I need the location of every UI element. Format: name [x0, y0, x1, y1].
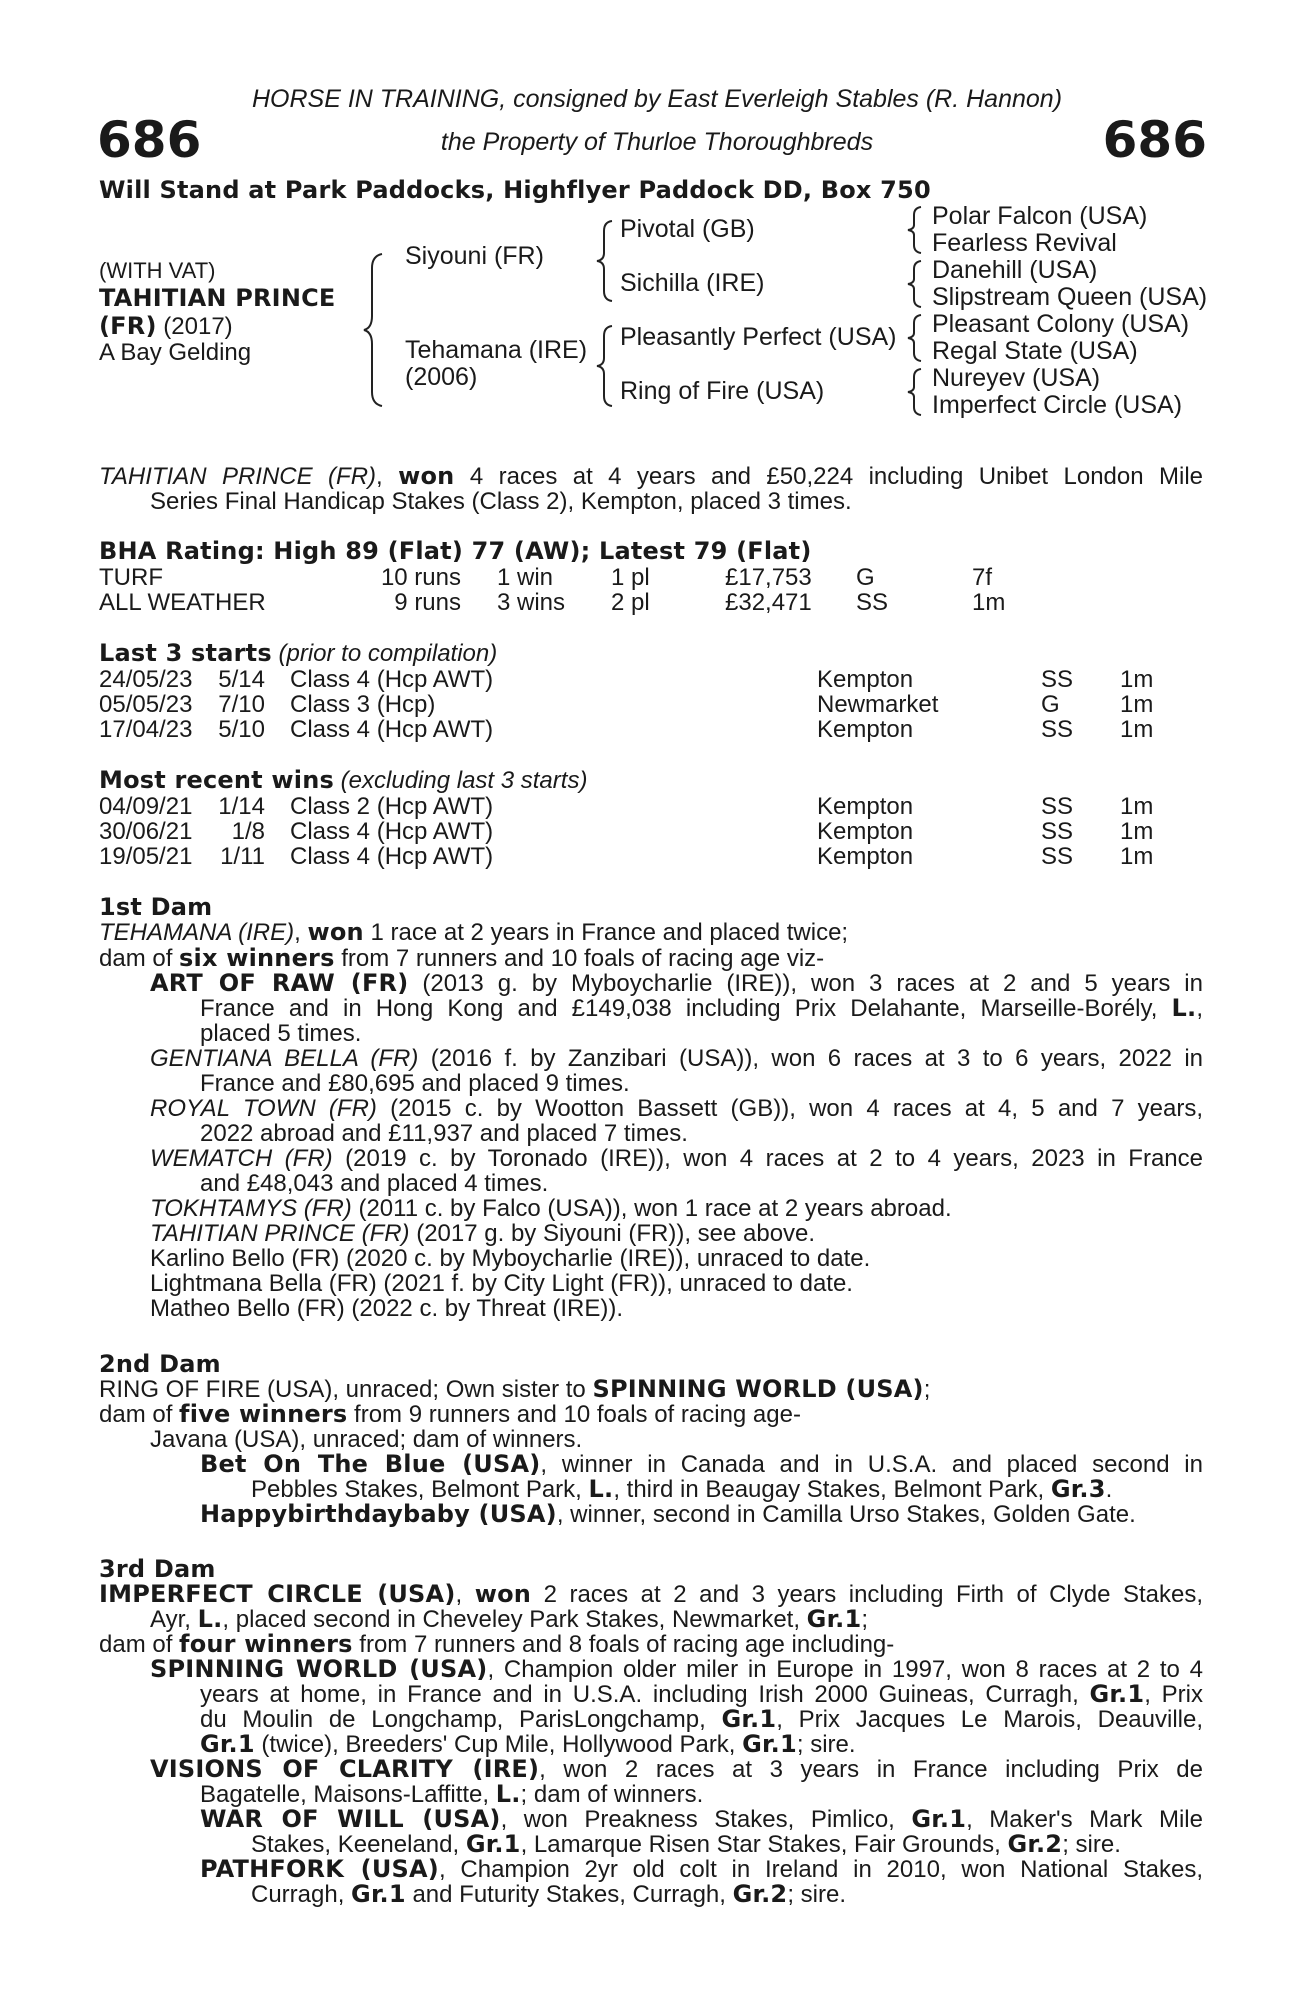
- progeny-name: VISIONS OF CLARITY (IRE): [150, 1755, 540, 1783]
- pedigree-sire: Siyouni (FR): [405, 242, 544, 270]
- dam1-name: TEHAMANA (IRE): [99, 919, 295, 946]
- dam2-text: RING OF FIRE (USA), unraced; Own sister to: [99, 1376, 593, 1403]
- progeny-text: , Maker's Mark Mile: [966, 1806, 1203, 1833]
- dam2-happybirthdaybaby: [200, 1502, 1136, 1527]
- start-date: 24/05/23: [99, 666, 193, 693]
- pathfork-l2: [251, 1882, 846, 1907]
- win-going: SS: [1041, 818, 1074, 845]
- foal-name: TOKHTAMYS (FR): [150, 1195, 352, 1222]
- foal-name: TAHITIAN PRINCE (FR): [150, 1220, 410, 1247]
- dam1-heading: 1st Dam: [99, 893, 213, 921]
- start-position: 7/10: [218, 691, 265, 718]
- horse-year: (2017): [156, 313, 233, 340]
- summary-text-1: 4 races at 4 years and £50,224 including Unibet London Mile: [454, 463, 1204, 490]
- dam2-heading: 2nd Dam: [99, 1350, 221, 1378]
- rating-runs: 9 runs: [394, 589, 461, 616]
- pedigree-dds: Nureyev (USA): [932, 364, 1101, 392]
- recent-wins-note: (excluding last 3 starts): [334, 767, 588, 794]
- progeny-text: , won Preakness Stakes, Pimlico,: [500, 1806, 912, 1833]
- start-distance: 1m: [1120, 691, 1154, 718]
- rating-wins: 1 win: [497, 564, 554, 591]
- dam3-text: Ayr,: [150, 1606, 198, 1633]
- foal-matheo-bello: Matheo Bello (FR) (2022 c. by Threat (IRE)).: [150, 1295, 624, 1322]
- pedigree-dam-dam: Ring of Fire (USA): [620, 377, 825, 405]
- foal-text: ,: [1196, 995, 1203, 1022]
- foal-text: (2017 g. by Siyouni (FR)), see above.: [409, 1220, 816, 1247]
- start-course: Kempton: [817, 666, 914, 693]
- start-race: Class 3 (Hcp): [290, 691, 436, 718]
- pedigree-dam-year: (2006): [405, 363, 478, 391]
- foal-text: (2019 c. by Toronado (IRE)), won 4 races at 2 to 4 years, 2023 in France: [332, 1145, 1203, 1172]
- summary-won: won: [398, 462, 455, 490]
- pedigree-brace-dam: [594, 323, 618, 409]
- win-race: Class 4 (Hcp AWT): [290, 818, 494, 845]
- horse-country: (FR): [99, 312, 157, 340]
- last-starts-title: Last 3 starts: [99, 639, 272, 667]
- consignment-line: HORSE IN TRAINING, consigned by East Everleigh Stables (R. Hannon): [251, 85, 1063, 113]
- rating-wins: 3 wins: [497, 589, 566, 616]
- pedigree-ddd: Imperfect Circle (USA): [932, 391, 1183, 419]
- visions-of-clarity-l2: [200, 1782, 703, 1807]
- rating-prize: £32,471: [725, 589, 812, 616]
- property-line: the Property of Thurloe Thoroughbreds: [440, 128, 874, 156]
- dam2-line-1: [99, 1377, 930, 1402]
- pedigree-dam: Tehamana (IRE): [405, 336, 588, 364]
- dam3-line-1: [99, 1582, 1203, 1607]
- pedigree-sdd: Slipstream Queen (USA): [932, 283, 1208, 311]
- dam1-produce-summary: [99, 946, 824, 971]
- foal-name: GENTIANA BELLA (FR): [150, 1045, 419, 1072]
- rating-distance: 1m: [972, 589, 1006, 616]
- start-date: 05/05/23: [99, 691, 193, 718]
- spinning-world-l4: [200, 1732, 856, 1757]
- dam1-foals-text: from 7 runners and 10 foals of racing age viz-: [334, 945, 825, 972]
- dam2-javana: Javana (USA), unraced; dam of winners.: [150, 1426, 583, 1453]
- dam1-won: won: [307, 918, 364, 946]
- summary-horse-name: TAHITIAN PRINCE (FR): [99, 463, 377, 490]
- progeny-name: Bet On The Blue (USA): [200, 1450, 541, 1478]
- win-course: Kempton: [817, 818, 914, 845]
- start-course: Newmarket: [817, 691, 939, 718]
- stand-location: Will Stand at Park Paddocks, Highflyer Paddock DD, Box 750: [99, 176, 931, 204]
- progeny-name: Happybirthdaybaby (USA): [200, 1500, 557, 1528]
- win-going: SS: [1041, 793, 1074, 820]
- dam3-line-2: [150, 1607, 868, 1632]
- vat-note: (WITH VAT): [99, 258, 216, 283]
- progeny-text: , winner, second in Camilla Urso Stakes, Golden Gate.: [556, 1501, 1136, 1528]
- progeny-text: Pebbles Stakes, Belmont Park,: [251, 1476, 589, 1503]
- rating-prize: £17,753: [725, 564, 812, 591]
- dam3-text: dam of: [99, 1631, 180, 1658]
- start-race: Class 4 (Hcp AWT): [290, 716, 494, 743]
- dam1-dam-of: dam of: [99, 945, 180, 972]
- dam2-bet-on-the-blue-l1: [200, 1452, 1203, 1477]
- war-of-will-l2: [251, 1832, 1121, 1857]
- summary-line-1: TAHITIAN PRINCE (FR), won 4 races at 4 years and £50,224 including Unibet London Mile: [99, 462, 1204, 490]
- start-position: 5/14: [218, 666, 265, 693]
- recent-wins-title: Most recent wins: [99, 766, 334, 794]
- start-going: SS: [1041, 666, 1074, 693]
- group-grade: Gr.1: [200, 1730, 255, 1758]
- horse-origin-year: [99, 312, 233, 341]
- listed-grade: L.: [197, 1605, 223, 1633]
- start-going: SS: [1041, 716, 1074, 743]
- listed-grade: L.: [495, 1780, 521, 1808]
- progeny-text: Bagatelle, Maisons-Laffitte,: [200, 1781, 496, 1808]
- rating-surface: ALL WEATHER: [99, 589, 266, 616]
- progeny-text: , Prix Jacques Le Marois, Deauville,: [776, 1706, 1203, 1733]
- progeny-text: .: [1105, 1476, 1113, 1503]
- pedigree-dss: Pleasant Colony (USA): [932, 310, 1190, 338]
- start-going: G: [1041, 691, 1060, 718]
- pedigree-brace-sd: [904, 258, 926, 310]
- foal-text: (2015 c. by Wootton Bassett (GB)), won 4 races at 4, 5 and 7 years,: [376, 1095, 1203, 1122]
- foal-art-of-raw-l1: [150, 971, 1203, 996]
- pedigree-sss: Polar Falcon (USA): [932, 202, 1148, 230]
- rating-surface: TURF: [99, 564, 163, 591]
- foal-name: ROYAL TOWN (FR): [150, 1095, 377, 1122]
- spinning-world-l1: [150, 1657, 1203, 1682]
- listed-grade: L.: [1171, 994, 1197, 1022]
- progeny-text: , won 2 races at 3 years in France including Prix de: [539, 1756, 1203, 1783]
- foal-text: (2016 f. by Zanzibari (USA)), won 6 races at 3 to 6 years, 2022 in: [418, 1045, 1204, 1072]
- dam2-bet-on-the-blue-l2: [251, 1477, 1112, 1502]
- foal-art-of-raw-l2: [200, 996, 1203, 1021]
- horse-name: TAHITIAN PRINCE: [99, 284, 336, 312]
- win-race: Class 4 (Hcp AWT): [290, 843, 494, 870]
- progeny-text: , Champion 2yr old colt in Ireland in 2010, won National Stakes,: [438, 1856, 1204, 1883]
- win-position: 1/11: [220, 843, 265, 870]
- foal-wematch-l1: [150, 1146, 1203, 1171]
- group-grade: Gr.1: [351, 1880, 406, 1908]
- group-grade: Gr.2: [732, 1880, 788, 1908]
- win-date: 04/09/21: [99, 793, 193, 820]
- war-of-will-l1: [200, 1807, 1203, 1832]
- group-grade: Gr.1: [465, 1830, 521, 1858]
- lot-number-left: 686: [97, 111, 202, 169]
- foal-royal-town-l2: 2022 abroad and £11,937 and placed 7 times.: [200, 1120, 688, 1147]
- win-position: 1/8: [231, 818, 265, 845]
- foal-name: WEMATCH (FR): [150, 1145, 333, 1172]
- pedigree-sds: Danehill (USA): [932, 256, 1098, 284]
- rating-placed: 2 pl: [611, 589, 650, 616]
- dam2-own-sister: SPINNING WORLD (USA): [592, 1375, 924, 1403]
- foal-text: (2011 c. by Falco (USA)), won 1 race at 2 years abroad.: [351, 1195, 952, 1222]
- progeny-text: ; dam of winners.: [520, 1781, 704, 1808]
- progeny-text: years at home, in France and in U.S.A. including Irish 2000 Guineas, Curragh,: [200, 1681, 1090, 1708]
- lot-number-right: 686: [1102, 111, 1207, 169]
- dam3-heading: 3rd Dam: [99, 1555, 216, 1583]
- dam3-text: ,: [455, 1581, 475, 1608]
- win-distance: 1m: [1120, 843, 1154, 870]
- spinning-world-l2: [200, 1682, 1203, 1707]
- dam2-winners: five winners: [179, 1400, 348, 1428]
- start-date: 17/04/23: [99, 716, 193, 743]
- foal-name: ART OF RAW (FR): [150, 969, 409, 997]
- dam1-record-text: 1 race at 2 years in France and placed twice;: [363, 919, 849, 946]
- progeny-text: , third in Beaugay Stakes, Belmont Park,: [613, 1476, 1051, 1503]
- foal-karlino-bello: Karlino Bello (FR) (2020 c. by Myboycharlie (IRE)), unraced to date.: [150, 1245, 871, 1272]
- pedigree-sire-sire: Pivotal (GB): [620, 215, 755, 243]
- rating-distance: 7f: [972, 564, 993, 591]
- progeny-text: , Champion older miler in Europe in 1997, won 8 races at 2 to 4: [487, 1656, 1204, 1683]
- rating-going: SS: [856, 589, 889, 616]
- progeny-text: (twice), Breeders' Cup Mile, Hollywood Park,: [254, 1731, 743, 1758]
- summary-line-2: Series Final Handicap Stakes (Class 2), Kempton, placed 3 times.: [150, 488, 852, 515]
- foal-text: France and in Hong Kong and £149,038 including Prix Delahante, Marseille-Borély,: [200, 995, 1172, 1022]
- progeny-name: SPINNING WORLD (USA): [150, 1655, 488, 1683]
- dam2-text: ;: [923, 1376, 931, 1403]
- dam3-text: 2 races at 2 and 3 years including Firth of Clyde Stakes,: [531, 1581, 1204, 1608]
- start-course: Kempton: [817, 716, 914, 743]
- group-grade: Gr.2: [1007, 1830, 1063, 1858]
- foal-royal-town-l1: [150, 1096, 1203, 1121]
- dam3-text: ;: [861, 1606, 869, 1633]
- dam3-winners: four winners: [179, 1630, 353, 1658]
- spinning-world-l3: [200, 1707, 1203, 1732]
- listed-grade: L.: [588, 1475, 614, 1503]
- foal-lightmana-bella: Lightmana Bella (FR) (2021 f. by City Light (FR)), unraced to date.: [150, 1270, 853, 1297]
- progeny-text: and Futurity Stakes, Curragh,: [405, 1881, 733, 1908]
- foal-art-of-raw-l3: placed 5 times.: [200, 1020, 362, 1047]
- start-race: Class 4 (Hcp AWT): [290, 666, 494, 693]
- foal-wematch-l2: and £48,043 and placed 4 times.: [200, 1170, 549, 1197]
- rating-going: G: [856, 564, 875, 591]
- win-going: SS: [1041, 843, 1074, 870]
- dam3-won: won: [474, 1580, 532, 1608]
- group-grade: Gr.3: [1050, 1475, 1106, 1503]
- pedigree-brace-main: [360, 250, 390, 410]
- foal-tahitian-prince: [150, 1221, 815, 1246]
- progeny-text: ; sire.: [1062, 1831, 1121, 1858]
- dam3-line-3: [99, 1632, 894, 1657]
- progeny-text: Curragh,: [251, 1881, 352, 1908]
- win-race: Class 2 (Hcp AWT): [290, 793, 494, 820]
- foal-gentiana-bella-l2: France and £80,695 and placed 9 times.: [200, 1070, 630, 1097]
- pedigree-ssd: Fearless Revival: [932, 229, 1117, 257]
- progeny-text: Stakes, Keeneland,: [251, 1831, 466, 1858]
- rating-placed: 1 pl: [611, 564, 650, 591]
- pedigree-sire-dam: Sichilla (IRE): [620, 269, 765, 297]
- last-starts-note: (prior to compilation): [271, 640, 498, 667]
- win-course: Kempton: [817, 793, 914, 820]
- progeny-text: ; sire.: [787, 1881, 847, 1908]
- group-grade: Gr.1: [721, 1705, 777, 1733]
- dam2-line-2: [99, 1402, 801, 1427]
- start-distance: 1m: [1120, 666, 1154, 693]
- win-distance: 1m: [1120, 818, 1154, 845]
- dam2-text: dam of: [99, 1401, 180, 1428]
- group-grade: Gr.1: [806, 1605, 862, 1633]
- win-course: Kempton: [817, 843, 914, 870]
- pedigree-dsd: Regal State (USA): [932, 337, 1138, 365]
- foal-text: (2013 g. by Myboycharlie (IRE)), won 3 races at 2 and 5 years in: [408, 970, 1203, 997]
- dam3-name: IMPERFECT CIRCLE (USA): [99, 1580, 456, 1608]
- pedigree-brace-ds: [904, 312, 926, 364]
- pedigree-brace-sire: [594, 218, 618, 304]
- rating-runs: 10 runs: [380, 564, 461, 591]
- win-position: 1/14: [218, 793, 265, 820]
- progeny-text: , Prix: [1144, 1681, 1204, 1708]
- progeny-text: , Lamarque Risen Star Stakes, Fair Grounds,: [520, 1831, 1008, 1858]
- pedigree-brace-dd: [904, 366, 926, 418]
- group-grade: Gr.1: [742, 1730, 797, 1758]
- progeny-name: PATHFORK (USA): [200, 1855, 439, 1883]
- visions-of-clarity-l1: [150, 1757, 1203, 1782]
- win-date: 19/05/21: [99, 843, 193, 870]
- win-distance: 1m: [1120, 793, 1154, 820]
- group-grade: Gr.1: [911, 1805, 967, 1833]
- pedigree-brace-ss: [904, 204, 926, 256]
- progeny-text: , winner in Canada and in U.S.A. and placed second in: [540, 1451, 1203, 1478]
- dam3-text: from 7 runners and 8 foals of racing age including-: [352, 1631, 895, 1658]
- horse-description: A Bay Gelding: [99, 339, 252, 366]
- progeny-name: WAR OF WILL (USA): [200, 1805, 501, 1833]
- dam2-text: from 9 runners and 10 foals of racing age-: [347, 1401, 801, 1428]
- pathfork-l1: [200, 1857, 1203, 1882]
- group-grade: Gr.1: [1089, 1680, 1145, 1708]
- win-date: 30/06/21: [99, 818, 193, 845]
- progeny-text: du Moulin de Longchamp, ParisLongchamp,: [200, 1706, 722, 1733]
- dam3-text: , placed second in Cheveley Park Stakes, Newmarket,: [222, 1606, 807, 1633]
- start-position: 5/10: [218, 716, 265, 743]
- progeny-text: ; sire.: [796, 1731, 856, 1758]
- dam1-record: TEHAMANA (IRE), won 1 race at 2 years in France and placed twice;: [99, 918, 849, 946]
- foal-tokhtamys: [150, 1196, 952, 1221]
- pedigree-dam-sire: Pleasantly Perfect (USA): [620, 323, 897, 351]
- dam1-winners: six winners: [179, 944, 335, 972]
- foal-gentiana-bella-l1: [150, 1046, 1203, 1071]
- start-distance: 1m: [1120, 716, 1154, 743]
- rating-heading: BHA Rating: High 89 (Flat) 77 (AW); Latest 79 (Flat): [99, 537, 812, 565]
